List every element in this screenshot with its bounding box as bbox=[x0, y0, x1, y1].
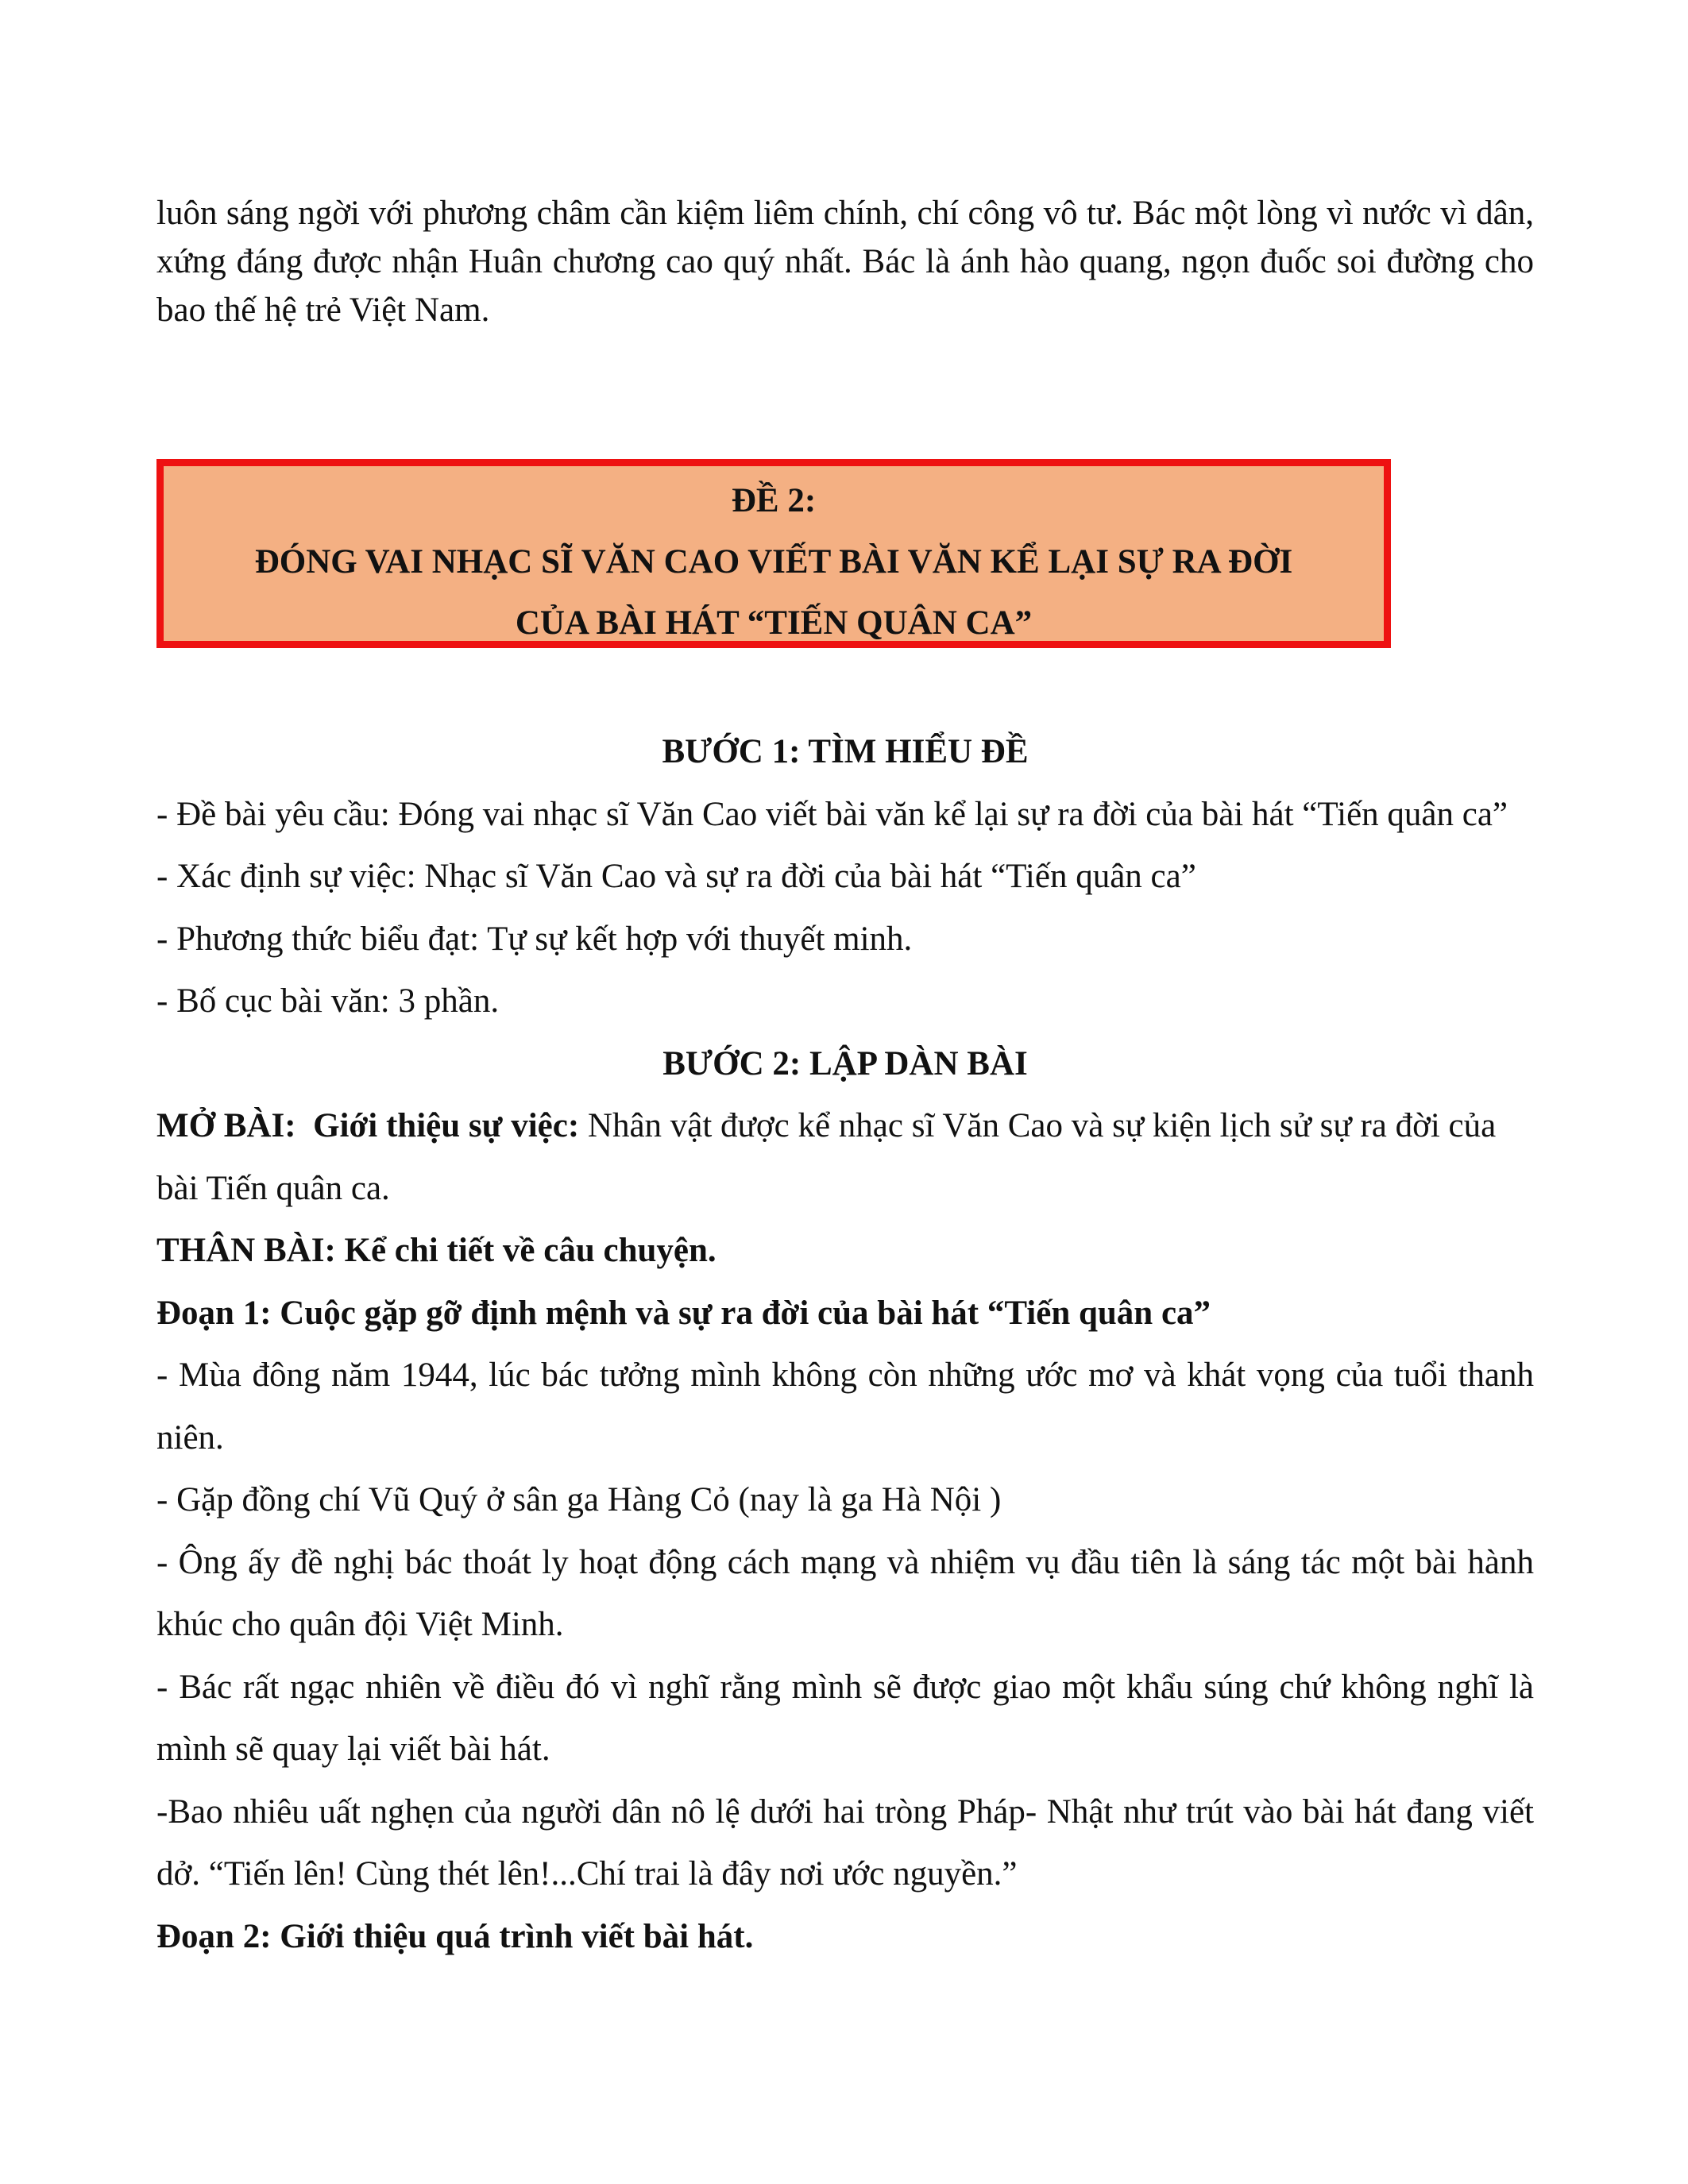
step1-item-1: - Đề bài yêu cầu: Đóng vai nhạc sĩ Văn Cao viết bài văn kể lại sự ra đời của bài hát “Tiến quân ca” bbox=[156, 795, 1508, 833]
doan1-item-2: - Gặp đồng chí Vũ Quý ở sân ga Hàng Cỏ (nay là ga Hà Nội ) bbox=[156, 1481, 1002, 1518]
step1-item-2: - Xác định sự việc: Nhạc sĩ Văn Cao và sự ra đời của bài hát “Tiến quân ca” bbox=[156, 858, 1196, 895]
mo-bai-sub: Giới thiệu sự việc: bbox=[313, 1107, 580, 1144]
step1-item-4: - Bố cục bài văn: 3 phần. bbox=[156, 982, 500, 1020]
document-body bbox=[156, 721, 1534, 1968]
title-line-2: ĐÓNG VAI NHẠC SĨ VĂN CAO VIẾT BÀI VĂN KỂ LẠI SỰ RA ĐỜI bbox=[254, 543, 1293, 581]
step2-heading: BƯỚC 2: LẬP DÀN BÀI bbox=[662, 1044, 1028, 1082]
doan1-item-4: - Bác rất ngạc nhiên về điều đó vì nghĩ rằng mình sẽ được giao một khẩu súng chứ không nghĩ là mình sẽ quay lại viết bài hát. bbox=[156, 1668, 1534, 1768]
title-line-3: CỦA BÀI HÁT “TIẾN QUÂN CA” bbox=[515, 604, 1033, 642]
doan1-item-3: - Ông ấy đề nghị bác thoát ly hoạt động cách mạng và nhiệm vụ đầu tiên là sáng tác một bài hành khúc cho quân đội Việt Minh. bbox=[156, 1543, 1534, 1643]
doan1-label: Đoạn 1: Cuộc gặp gỡ định mệnh và sự ra đời của bài hát “Tiến quân ca” bbox=[156, 1294, 1211, 1332]
step1-item-3: - Phương thức biểu đạt: Tự sự kết hợp với thuyết minh. bbox=[156, 920, 913, 958]
intro-paragraph: luôn sáng ngời với phương châm cần kiệm liêm chính, chí công vô tư. Bác một lòng vì nước vì dân, xứng đáng được nhận Huân chương cao quý nhất. Bác là ánh hào quang, ngọn đuốc soi đường cho bao thế hệ trẻ Việt Nam. bbox=[156, 195, 1534, 329]
doan1-item-1: - Mùa đông năm 1944, lúc bác tưởng mình không còn những ước mơ và khát vọng của tuổi thanh niên. bbox=[156, 1356, 1534, 1457]
than-bai-heading bbox=[156, 1220, 1534, 1283]
doan2-label: Đoạn 2: Giới thiệu quá trình viết bài hát. bbox=[156, 1917, 754, 1955]
mo-bai-paragraph bbox=[156, 1095, 1534, 1220]
doan1-item-5: -Bao nhiêu uất nghẹn của người dân nô lệ dưới hai tròng Pháp- Nhật như trút vào bài hát đang viết dở. “Tiến lên! Cùng thét lên!...Chí trai là đây nơi ước nguyền.” bbox=[156, 1792, 1534, 1893]
title-line-1: ĐỀ 2: bbox=[731, 482, 817, 519]
mo-bai-text: Nhân vật được kể nhạc sĩ Văn Cao và sự kiện lịch sử sự ra đời của bài Tiến quân ca. bbox=[156, 1107, 1497, 1207]
step1-heading: BƯỚC 1: TÌM HIỂU ĐỀ bbox=[662, 733, 1029, 770]
doan1-heading bbox=[156, 1283, 1534, 1345]
doan2-heading bbox=[156, 1906, 1534, 1969]
title-box bbox=[156, 459, 1391, 648]
than-bai-label: THÂN BÀI: Kể chi tiết về câu chuyện. bbox=[156, 1232, 717, 1269]
mo-bai-label: MỞ BÀI: bbox=[156, 1107, 296, 1144]
